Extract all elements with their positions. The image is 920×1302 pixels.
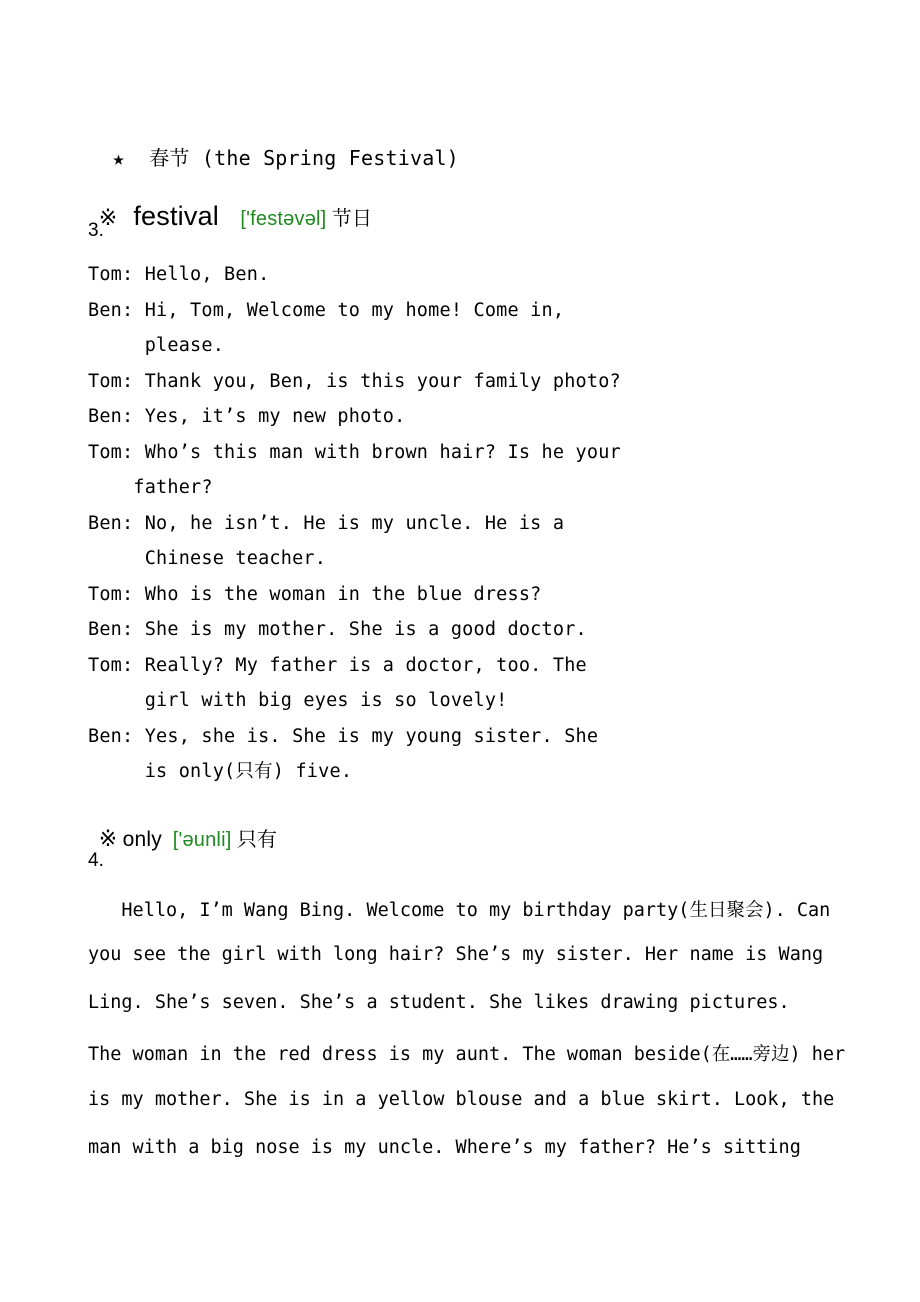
section-number-3: 3.	[88, 220, 104, 241]
paragraph-line: you see the girl with long hair? She’s my sister. Her name is Wang	[88, 944, 824, 965]
vocab-word: only	[122, 828, 162, 851]
dialogue-line: Tom: Who’s this man with brown hair? Is he your	[88, 442, 621, 463]
dialogue-line: Tom: Really? My father is a doctor, too. The	[88, 655, 587, 676]
dialogue-line: girl with big eyes is so lovely!	[88, 690, 508, 711]
section-heading-spring-festival	[88, 122, 459, 170]
dialogue-line: Chinese teacher.	[88, 548, 327, 569]
paragraph-line: is my mother. She is in a yellow blouse and a blue skirt. Look, the	[88, 1089, 835, 1110]
dialogue-line: Ben: She is my mother. She is a good doctor.	[88, 619, 587, 640]
vocab-entry-only	[88, 797, 277, 854]
dialogue-line: Ben: Hi, Tom, Welcome to my home! Come in,	[88, 300, 565, 321]
vocab-word: festival	[133, 201, 219, 231]
dialogue-line: Tom: Who is the woman in the blue dress?	[88, 584, 542, 605]
dialogue-line: is only(只有) five.	[88, 761, 353, 782]
heading-text: 春节 (the Spring Festival)	[149, 146, 459, 170]
vocab-phonetic: ['festəvəl]	[240, 208, 327, 230]
dialogue-line: Tom: Thank you, Ben, is this your family photo?	[88, 371, 621, 392]
vocab-entry-festival	[88, 168, 372, 235]
star-icon: ★	[112, 146, 125, 170]
dialogue-line: Ben: Yes, she is. She is my young sister. She	[88, 726, 599, 747]
reference-mark-icon: ※	[98, 205, 118, 230]
dialogue-line: Tom: Hello, Ben.	[88, 264, 270, 285]
paragraph-line: Hello, I’m Wang Bing. Welcome to my birthday party(生日聚会). Can	[88, 900, 831, 921]
dialogue-line: Ben: No, he isn’t. He is my uncle. He is a	[88, 513, 565, 534]
reference-mark-icon: ※	[98, 826, 118, 851]
dialogue-line: father?	[88, 477, 213, 498]
dialogue-line: Ben: Yes, it’s my new photo.	[88, 406, 406, 427]
section-number-4: 4.	[88, 850, 104, 871]
paragraph-line: man with a big nose is my uncle. Where’s my father? He’s sitting	[88, 1137, 801, 1158]
vocab-meaning: 节日	[331, 208, 373, 230]
vocab-meaning: 只有	[236, 829, 278, 851]
paragraph-line: The woman in the red dress is my aunt. The woman beside(在……旁边) her	[88, 1044, 846, 1065]
paragraph-line: Ling. She’s seven. She’s a student. She likes drawing pictures.	[88, 992, 790, 1013]
vocab-phonetic: ['əunli]	[172, 829, 232, 851]
dialogue-line: please.	[88, 335, 225, 356]
